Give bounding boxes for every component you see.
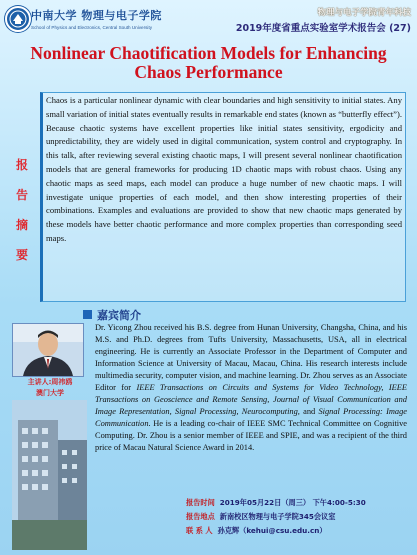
- talk-place-value: 新南校区物理与电子学院345会议室: [219, 512, 336, 521]
- talk-title-line2: Chaos Performance: [134, 62, 283, 82]
- university-logo-icon: [5, 6, 31, 32]
- bio-text-part: . He is a leading co-chair of IEEE SMC Technical Committee on Cognitive Computing. Dr. Zhou is a senior member of IEEE and SPIE, and was a recipient of the third price of Macau Natural Science Award in 2014.: [95, 419, 407, 452]
- talk-info: [186, 496, 366, 538]
- series-heading-bottom: 2019年度省重点实验室学术报告会 (27): [235, 23, 411, 34]
- talk-place-label: 报告地点: [186, 512, 215, 521]
- speaker-label: [14, 377, 86, 399]
- campus-building-image: [12, 400, 87, 550]
- talk-time-value: 2019年05月22日（周三） 下午4:00-5:30: [219, 498, 366, 507]
- guest-section-title: 嘉宾简介: [97, 309, 141, 322]
- series-heading: [236, 6, 411, 34]
- talk-title-line1: Nonlinear Chaotification Models for Enhancing: [30, 43, 387, 63]
- speaker-name: 主讲人:周祎鸥: [27, 378, 73, 386]
- bio-text-part: Dr. Yicong Zhou received his B.S. degree from Hunan University, Changsha, China, and his M.S. and Ph.D. degrees from Tufts University, Massachusetts, USA, all in electrical engineering. He is currently an Associate Professor in the Department of Computer and Information Science at University of Macau, Macau, China. His research interests include multimedia security, computer vision, and machine learning. Dr. Zhou serves as an Associate Editor for: [95, 323, 407, 392]
- abstract-label-char: 摘: [15, 218, 28, 232]
- square-bullet-icon: [83, 310, 92, 319]
- speaker-affiliation: 澳门大学: [36, 389, 64, 397]
- speaker-bio: [95, 322, 407, 454]
- bio-journal-name: Signal Processing: Image Communication: [95, 407, 408, 428]
- abstract-label: [14, 150, 30, 270]
- talk-place-row: [186, 510, 366, 524]
- speaker-photo: [12, 323, 84, 377]
- school-name: [31, 7, 162, 30]
- talk-time-label: 报告时间: [186, 498, 215, 507]
- series-heading-top: 物理与电子学院青年科技: [317, 8, 411, 18]
- abstract-label-char: 报: [15, 158, 28, 172]
- school-name-cn: 中南大学 物理与电子学院: [31, 9, 162, 22]
- abstract-label-char: 要: [15, 248, 28, 262]
- abstract-text: Chaos is a particular nonlinear dynamic with clear boundaries and high sensitivity to initial states. Any small variation of initial states eventually results in remarkable end states (known as “butterfly effect”). Because chaotic systems have excellent properties like initial states sensitivity, ergodicity and unpredictability, they are widely used in digital communication, system control and cryptography. In this talk, after reviewing several existing chaotic maps, I will present several nonlinear chaotification models that are general frameworks for producing 1D chaotic maps with robust chaos. Using any chaotic maps as seed maps, each model can produce a huge number of new chaotic maps. I will investigate unique properties of each model, and then show interesting properties of their combinations. Examples and evaluations are provided to show that new chaotic maps generated by these models have better chaotic performance and more complex properties than corresponding seed maps.: [46, 95, 402, 243]
- bio-text-part: and: [299, 407, 319, 416]
- contact-label: 联 系 人: [186, 526, 213, 535]
- school-name-en: School of Physics and Electronics, Central South University: [31, 25, 153, 30]
- contact-value: 孙克辉（kehui@csu.edu.cn）: [217, 526, 327, 535]
- bio-journal-list: IEEE Transactions on Circuits and Systems for Video Technology, IEEE Transactions on Geoscience and Remote Sensing, Journal of Visual Communication and Image Representation, Signal Processing, Neurocomputing,: [95, 383, 408, 416]
- contact-row: [186, 524, 366, 538]
- talk-title: [0, 44, 417, 82]
- guest-section-header: [83, 307, 403, 323]
- abstract-label-char: 告: [15, 188, 28, 202]
- talk-time-row: [186, 496, 366, 510]
